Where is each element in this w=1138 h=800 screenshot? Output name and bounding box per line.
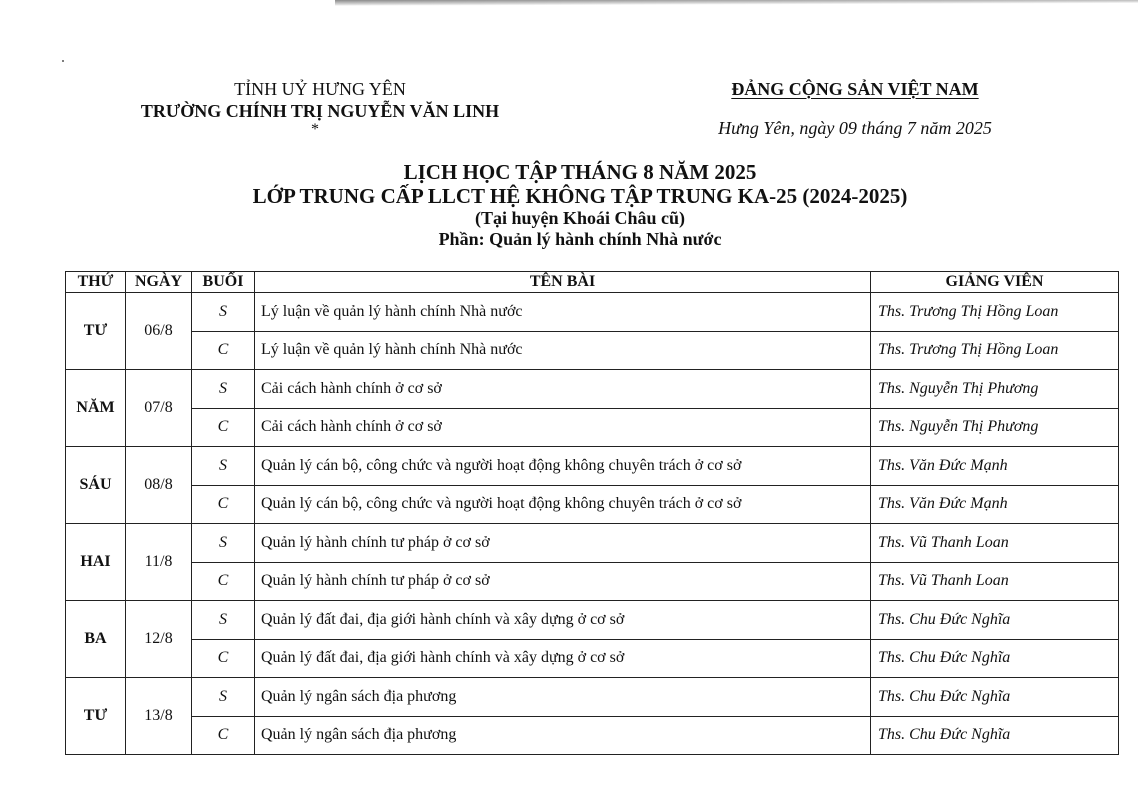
title-line-4: Phần: Quản lý hành chính Nhà nước (438, 229, 722, 249)
date-cell: 11/8 (126, 524, 192, 601)
table-header-row (66, 272, 1119, 293)
lesson-title: Quản lý cán bộ, công chức và người hoạt động không chuyên trách ở cơ sở (255, 485, 871, 524)
session-cell: S (192, 293, 255, 332)
scan-speck (62, 60, 64, 62)
day-of-week: BA (66, 601, 126, 678)
table-row (66, 562, 1119, 601)
lesson-title: Quản lý cán bộ, công chức và người hoạt động không chuyên trách ở cơ sở (255, 447, 871, 486)
date-cell: 12/8 (126, 601, 192, 678)
table-row (66, 639, 1119, 678)
lecturer-name: Ths. Chu Đức Nghĩa (871, 716, 1119, 755)
lesson-title: Quản lý ngân sách địa phương (255, 678, 871, 717)
lecturer-name: Ths. Chu Đức Nghĩa (871, 639, 1119, 678)
session-cell: S (192, 524, 255, 563)
scan-edge-shadow (335, 0, 1138, 6)
party-name: ĐẢNG CỘNG SẢN VIỆT NAM (731, 79, 979, 99)
session-cell: S (192, 678, 255, 717)
lesson-title: Quản lý hành chính tư pháp ở cơ sở (255, 562, 871, 601)
document-title (140, 160, 1020, 250)
lesson-title: Cải cách hành chính ở cơ sở (255, 370, 871, 409)
day-of-week: SÁU (66, 447, 126, 524)
table-row (66, 447, 1119, 486)
lecturer-name: Ths. Văn Đức Mạnh (871, 485, 1119, 524)
session-cell: C (192, 716, 255, 755)
table-row (66, 524, 1119, 563)
party-header (690, 78, 1020, 139)
date-cell: 13/8 (126, 678, 192, 755)
table-row (66, 293, 1119, 332)
date-cell: 08/8 (126, 447, 192, 524)
lesson-title: Quản lý đất đai, địa giới hành chính và xây dựng ở cơ sở (255, 639, 871, 678)
table-row (66, 678, 1119, 717)
date-cell: 06/8 (126, 293, 192, 370)
day-of-week: TƯ (66, 678, 126, 755)
date-cell: 07/8 (126, 370, 192, 447)
lecturer-name: Ths. Vũ Thanh Loan (871, 562, 1119, 601)
title-line-1: LỊCH HỌC TẬP THÁNG 8 NĂM 2025 (403, 160, 757, 184)
header-ngay: NGÀY (126, 272, 192, 293)
organization-header (120, 78, 520, 138)
day-of-week: NĂM (66, 370, 126, 447)
lesson-title: Lý luận về quản lý hành chính Nhà nước (255, 331, 871, 370)
lecturer-name: Ths. Chu Đức Nghĩa (871, 601, 1119, 640)
lecturer-name: Ths. Văn Đức Mạnh (871, 447, 1119, 486)
lesson-title: Quản lý ngân sách địa phương (255, 716, 871, 755)
table-row (66, 370, 1119, 409)
day-of-week: HAI (66, 524, 126, 601)
lecturer-name: Ths. Trương Thị Hồng Loan (871, 331, 1119, 370)
header-thu: THỨ (66, 272, 126, 293)
table-row (66, 716, 1119, 755)
schedule-table (65, 271, 1119, 755)
table-row (66, 485, 1119, 524)
session-cell: S (192, 370, 255, 409)
document-date: Hưng Yên, ngày 09 tháng 7 năm 2025 (718, 118, 992, 138)
lesson-title: Quản lý đất đai, địa giới hành chính và xây dựng ở cơ sở (255, 601, 871, 640)
header-buoi: BUỔI (192, 272, 255, 293)
org-mark: * (311, 121, 319, 138)
title-line-3: (Tại huyện Khoái Châu cũ) (474, 208, 686, 228)
lecturer-name: Ths. Nguyễn Thị Phương (871, 408, 1119, 447)
table-row (66, 331, 1119, 370)
header-giang-vien: GIẢNG VIÊN (871, 272, 1119, 293)
session-cell: C (192, 331, 255, 370)
org-line-2: TRƯỜNG CHÍNH TRỊ NGUYỄN VĂN LINH (140, 101, 500, 121)
header-ten-bai: TÊN BÀI (255, 272, 871, 293)
lesson-title: Cải cách hành chính ở cơ sở (255, 408, 871, 447)
org-line-1: TỈNH UỶ HƯNG YÊN (234, 79, 406, 99)
lecturer-name: Ths. Vũ Thanh Loan (871, 524, 1119, 563)
lecturer-name: Ths. Trương Thị Hồng Loan (871, 293, 1119, 332)
session-cell: C (192, 408, 255, 447)
table-row (66, 408, 1119, 447)
session-cell: S (192, 447, 255, 486)
session-cell: C (192, 639, 255, 678)
lesson-title: Lý luận về quản lý hành chính Nhà nước (255, 293, 871, 332)
table-row (66, 601, 1119, 640)
session-cell: C (192, 562, 255, 601)
session-cell: C (192, 485, 255, 524)
day-of-week: TƯ (66, 293, 126, 370)
session-cell: S (192, 601, 255, 640)
lesson-title: Quản lý hành chính tư pháp ở cơ sở (255, 524, 871, 563)
title-line-2: LỚP TRUNG CẤP LLCT HỆ KHÔNG TẬP TRUNG KA-25 (2024-2025) (252, 184, 908, 208)
lecturer-name: Ths. Nguyễn Thị Phương (871, 370, 1119, 409)
lecturer-name: Ths. Chu Đức Nghĩa (871, 678, 1119, 717)
